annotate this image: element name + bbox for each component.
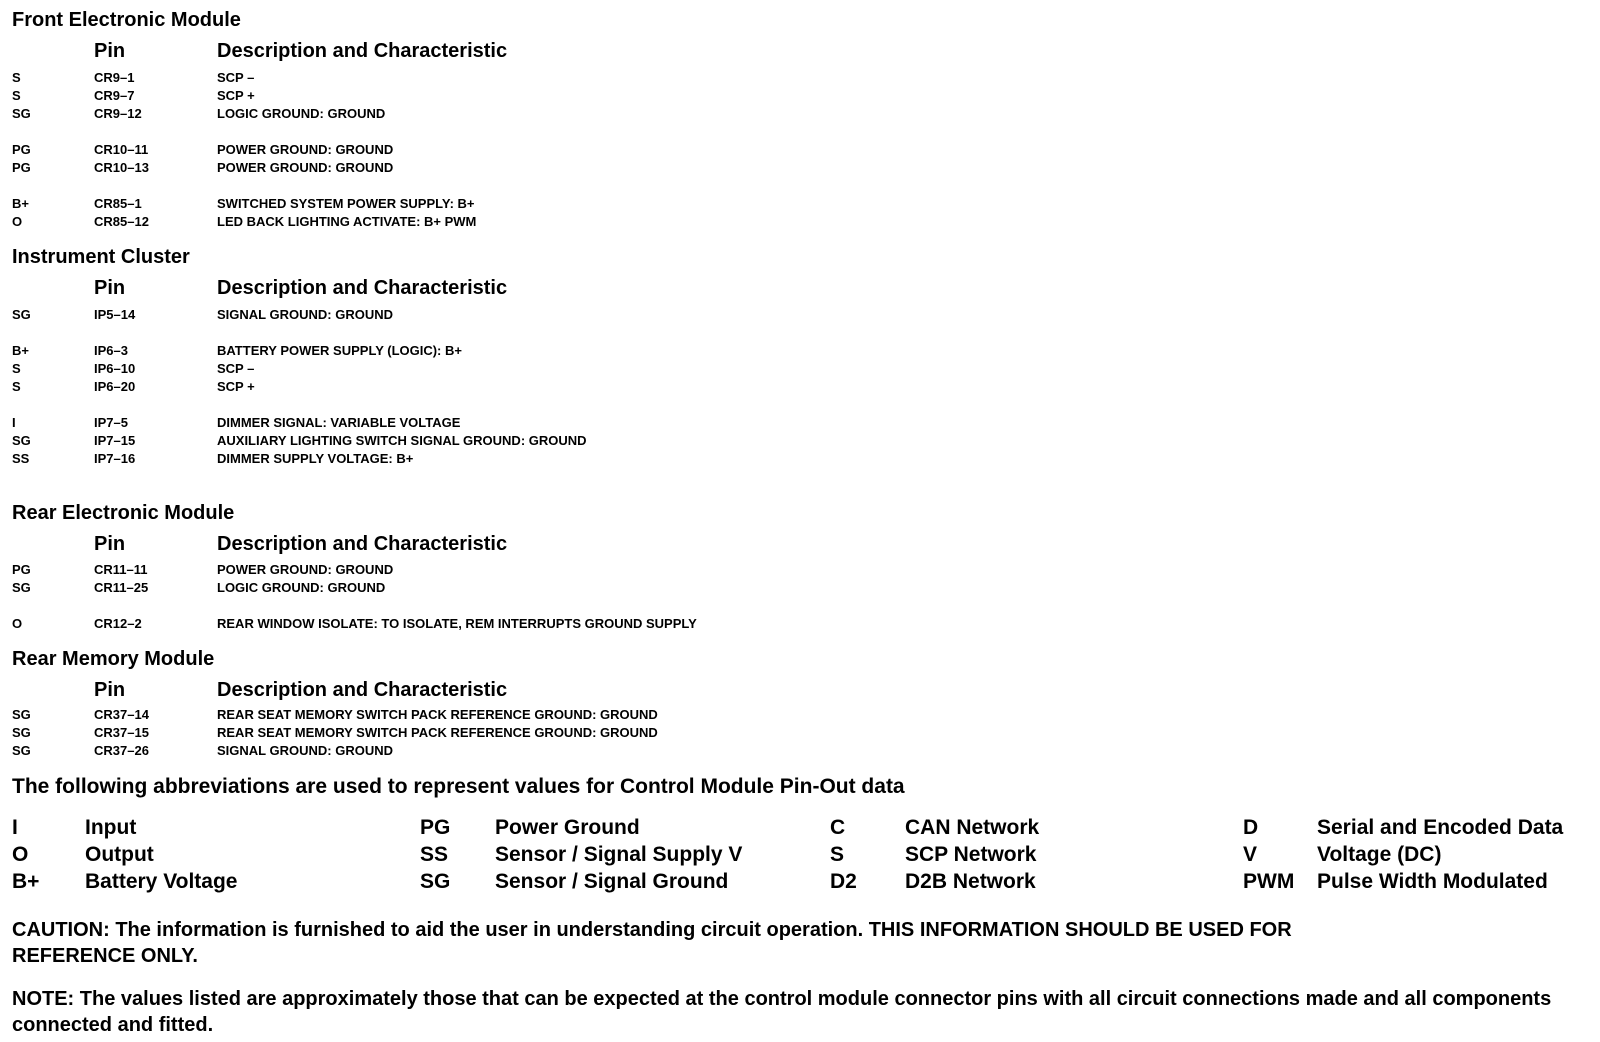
signal-type: O xyxy=(12,616,23,631)
pin-id: IP7–5 xyxy=(94,415,128,430)
pin-id: CR9–1 xyxy=(94,70,135,85)
pin-id: IP5–14 xyxy=(94,307,136,322)
pin-id: CR10–11 xyxy=(94,142,149,157)
pin-column-header: Pin xyxy=(94,533,126,555)
pin-id: CR85–12 xyxy=(94,214,149,229)
signal-type: SG xyxy=(12,307,31,322)
signal-type: S xyxy=(12,88,21,103)
signal-type: S xyxy=(12,70,21,85)
abbr-code: D2 xyxy=(830,870,857,893)
signal-type: SG xyxy=(12,743,31,758)
pin-description: SIGNAL GROUND: GROUND xyxy=(217,743,393,758)
abbr-code: I xyxy=(12,816,18,839)
abbr-meaning: Voltage (DC) xyxy=(1317,843,1442,866)
pin-column-header: Pin xyxy=(94,40,126,62)
abbr-code: S xyxy=(830,843,845,866)
signal-type: SG xyxy=(12,725,31,740)
signal-type: S xyxy=(12,361,21,376)
pin-description: LOGIC GROUND: GROUND xyxy=(217,580,386,595)
pin-id: IP7–15 xyxy=(94,433,136,448)
pin-description: SWITCHED SYSTEM POWER SUPPLY: B+ xyxy=(217,196,475,211)
pin-description: SCP – xyxy=(217,70,255,85)
pin-id: IP6–3 xyxy=(94,343,128,358)
pin-description: DIMMER SUPPLY VOLTAGE: B+ xyxy=(217,451,414,466)
pin-column-header: Pin xyxy=(94,679,126,701)
pin-description: REAR WINDOW ISOLATE: TO ISOLATE, REM INTERRUPTS GROUND SUPPLY xyxy=(217,616,697,631)
abbr-meaning: D2B Network xyxy=(905,870,1036,893)
signal-type: SG xyxy=(12,580,31,595)
abbr-code: B+ xyxy=(12,870,40,893)
pin-description: REAR SEAT MEMORY SWITCH PACK REFERENCE GROUND: GROUND xyxy=(217,707,658,722)
pin-id: CR9–12 xyxy=(94,106,142,121)
signal-type: PG xyxy=(12,160,31,175)
pin-id: CR37–26 xyxy=(94,743,149,758)
description-column-header: Description and Characteristic xyxy=(217,679,508,701)
pin-description: DIMMER SIGNAL: VARIABLE VOLTAGE xyxy=(217,415,461,430)
pin-id: IP6–10 xyxy=(94,361,136,376)
description-column-header: Description and Characteristic xyxy=(217,40,508,62)
signal-type: B+ xyxy=(12,343,29,358)
pin-id: CR37–15 xyxy=(94,725,149,740)
pin-description: REAR SEAT MEMORY SWITCH PACK REFERENCE GROUND: GROUND xyxy=(217,725,658,740)
description-column-header: Description and Characteristic xyxy=(217,533,508,555)
abbr-meaning: Pulse Width Modulated xyxy=(1317,870,1548,893)
abbr-code: O xyxy=(12,843,29,866)
pin-description: POWER GROUND: GROUND xyxy=(217,160,394,175)
pin-description: SCP + xyxy=(217,88,255,103)
caution-text: CAUTION: The information is furnished to aid the user in understanding circuit operation. THIS INFORMATION SHOULD BE USED FOR REFERENCE ONLY. xyxy=(12,919,1292,967)
pin-id: CR11–11 xyxy=(94,562,148,577)
section-title-instrument-cluster: Instrument Cluster xyxy=(12,246,190,268)
pin-id: IP7–16 xyxy=(94,451,136,466)
section-title-rear-memory-module: Rear Memory Module xyxy=(12,648,215,670)
abbr-meaning: Power Ground xyxy=(495,816,640,839)
pin-column-header: Pin xyxy=(94,277,126,299)
signal-type: O xyxy=(12,214,23,229)
pin-description: LED BACK LIGHTING ACTIVATE: B+ PWM xyxy=(217,214,477,229)
abbr-meaning: SCP Network xyxy=(905,843,1037,866)
signal-type: PG xyxy=(12,562,31,577)
signal-type: PG xyxy=(12,142,31,157)
abbr-meaning: Sensor / Signal Ground xyxy=(495,870,729,893)
abbr-code: SS xyxy=(420,843,449,866)
note-text: NOTE: The values listed are approximately those that can be expected at the control module connector pins with all circuit connections made and all components connected and fitted. xyxy=(12,988,1552,1036)
pin-description: LOGIC GROUND: GROUND xyxy=(217,106,386,121)
description-column-header: Description and Characteristic xyxy=(217,277,508,299)
pin-description: AUXILIARY LIGHTING SWITCH SIGNAL GROUND: GROUND xyxy=(217,433,587,448)
abbr-code: C xyxy=(830,816,846,839)
abbreviations-intro: The following abbreviations are used to represent values for Control Module Pin-Out data xyxy=(12,775,905,798)
pin-id: CR12–2 xyxy=(94,616,142,631)
signal-type: I xyxy=(12,415,16,430)
pin-id: CR37–14 xyxy=(94,707,149,722)
pin-id: CR9–7 xyxy=(94,88,135,103)
signal-type: S xyxy=(12,379,21,394)
signal-type: SS xyxy=(12,451,30,466)
signal-type: SG xyxy=(12,433,31,448)
pin-id: CR10–13 xyxy=(94,160,149,175)
pin-id: CR11–25 xyxy=(94,580,149,595)
abbr-meaning: Input xyxy=(85,816,137,839)
abbr-meaning: CAN Network xyxy=(905,816,1040,839)
signal-type: B+ xyxy=(12,196,29,211)
abbr-code: SG xyxy=(420,870,451,893)
pin-description: POWER GROUND: GROUND xyxy=(217,142,394,157)
abbr-code: PWM xyxy=(1243,870,1295,893)
section-title-front-electronic-module: Front Electronic Module xyxy=(12,9,241,31)
pin-description: POWER GROUND: GROUND xyxy=(217,562,394,577)
abbr-meaning: Output xyxy=(85,843,154,866)
abbr-code: V xyxy=(1243,843,1258,866)
abbr-meaning: Battery Voltage xyxy=(85,870,238,893)
signal-type: SG xyxy=(12,106,31,121)
section-title-rear-electronic-module: Rear Electronic Module xyxy=(12,502,235,524)
pin-description: BATTERY POWER SUPPLY (LOGIC): B+ xyxy=(217,343,462,358)
pin-id: CR85–1 xyxy=(94,196,142,211)
pin-description: SCP + xyxy=(217,379,255,394)
pin-id: IP6–20 xyxy=(94,379,136,394)
pin-description: SCP – xyxy=(217,361,255,376)
abbr-code: PG xyxy=(420,816,451,839)
abbr-code: D xyxy=(1243,816,1259,839)
pin-description: SIGNAL GROUND: GROUND xyxy=(217,307,393,322)
signal-type: SG xyxy=(12,707,31,722)
abbr-meaning: Sensor / Signal Supply V xyxy=(495,843,743,866)
abbr-meaning: Serial and Encoded Data xyxy=(1317,816,1564,839)
